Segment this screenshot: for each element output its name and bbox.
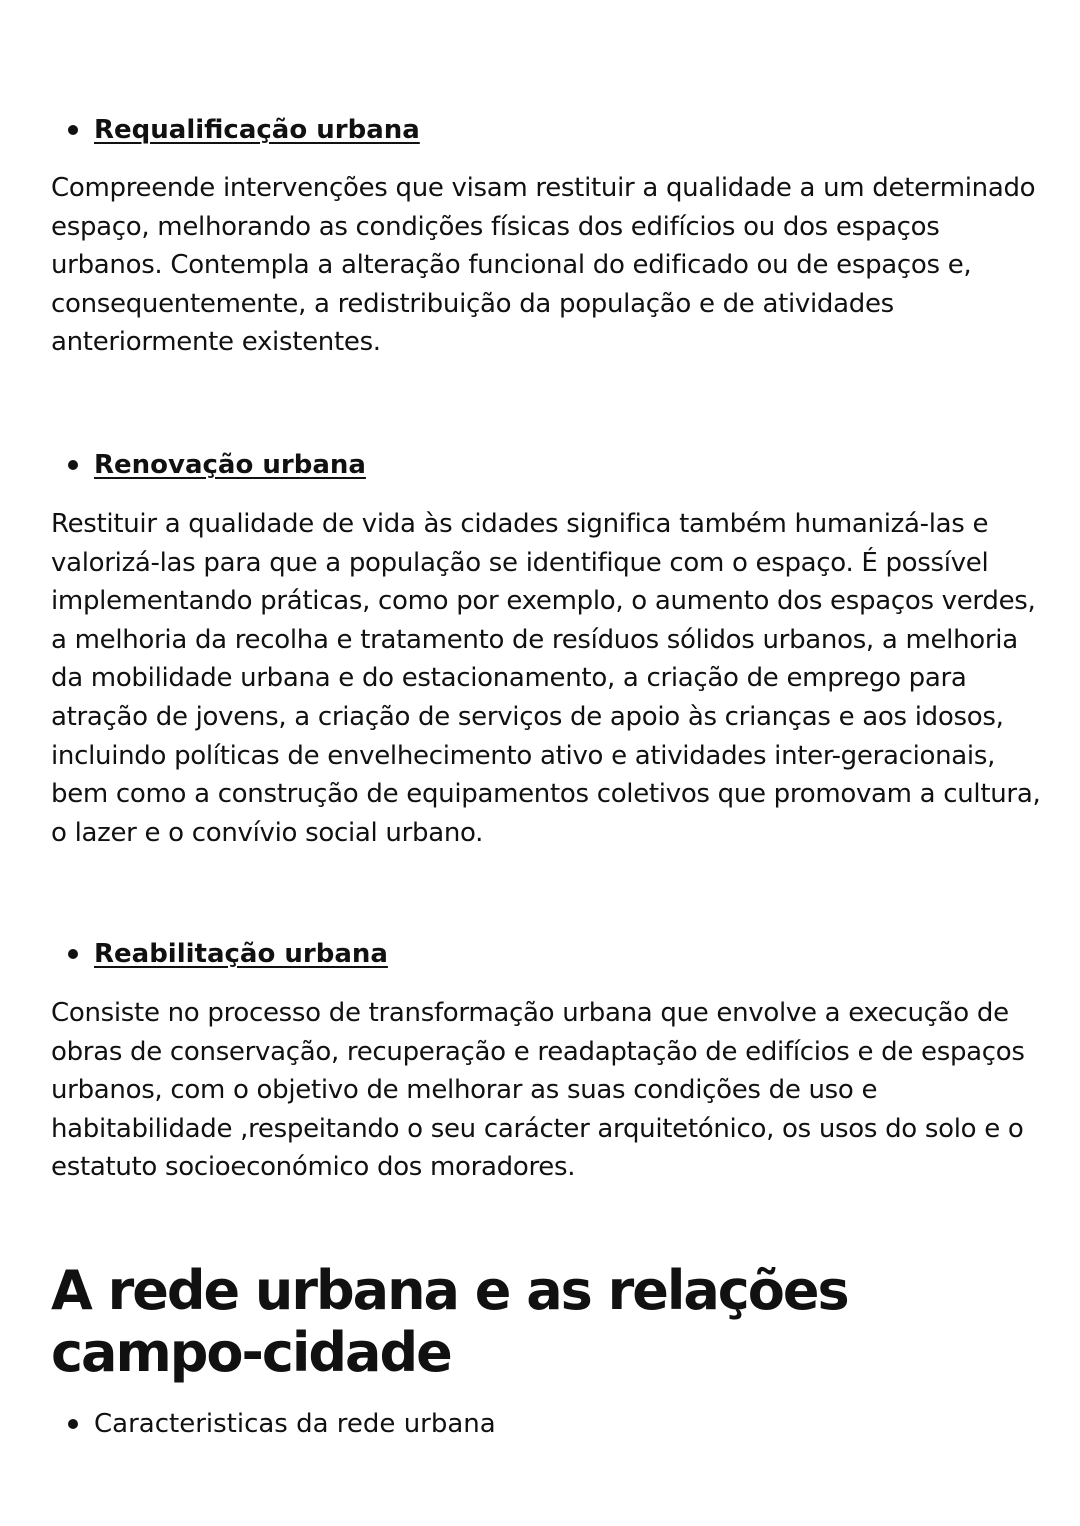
- heading-label: Requalificação urbana: [94, 115, 420, 145]
- heading-label: Renovação urbana: [94, 450, 366, 480]
- list-item: [51, 1405, 496, 1443]
- heading-renovacao: [51, 446, 366, 484]
- bullet-icon: [68, 1419, 78, 1429]
- heading-requalificacao: [51, 111, 420, 149]
- bullet-icon: [68, 125, 78, 135]
- bullet-icon: [68, 949, 78, 959]
- heading-reabilitacao: [51, 935, 388, 973]
- bullet-icon: [68, 460, 78, 470]
- paragraph-renovacao: Restituir a qualidade de vida às cidades significa também humanizá-las e valorizá-las para que a população se identifique com o espaço. É possível implementando práticas, como por exemplo, o aumento dos espaços verdes, a melhoria da recolha e tratamento de resíduos sólidos urbanos, a melhoria da mobilidade urbana e do estacionamento, a criação de emprego para atração de jovens, a criação de serviços de apoio às crianças e aos idosos, incluindo políticas de envelhecimento ativo e atividades inter-geracionais, bem como a construção de equipamentos coletivos que promovam a cultura, o lazer e o convívio social urbano.: [51, 509, 1041, 848]
- section-title: A rede urbana e as relações campo-cidade: [51, 1259, 848, 1384]
- paragraph-reabilitacao: Consiste no processo de transformação urbana que envolve a execução de obras de conservação, recuperação e readaptação de edifícios e de espaços urbanos, com o objetivo de melhorar as suas condições de uso e habitabilidade ,respeitando o seu carácter arquitetónico, os usos do solo e o estatuto socioeconómico dos moradores.: [51, 998, 1025, 1183]
- list-item-label: Caracteristicas da rede urbana: [94, 1409, 496, 1439]
- paragraph-requalificacao: Compreende intervenções que visam restituir a qualidade a um determinado espaço, melhorando as condições físicas dos edifícios ou dos espaços urbanos. Contempla a alteração funcional do edificado ou de espaços e, consequentemente, a redistribuição da população e de atividades anteriormente existentes.: [51, 173, 1036, 358]
- heading-label: Reabilitação urbana: [94, 939, 388, 969]
